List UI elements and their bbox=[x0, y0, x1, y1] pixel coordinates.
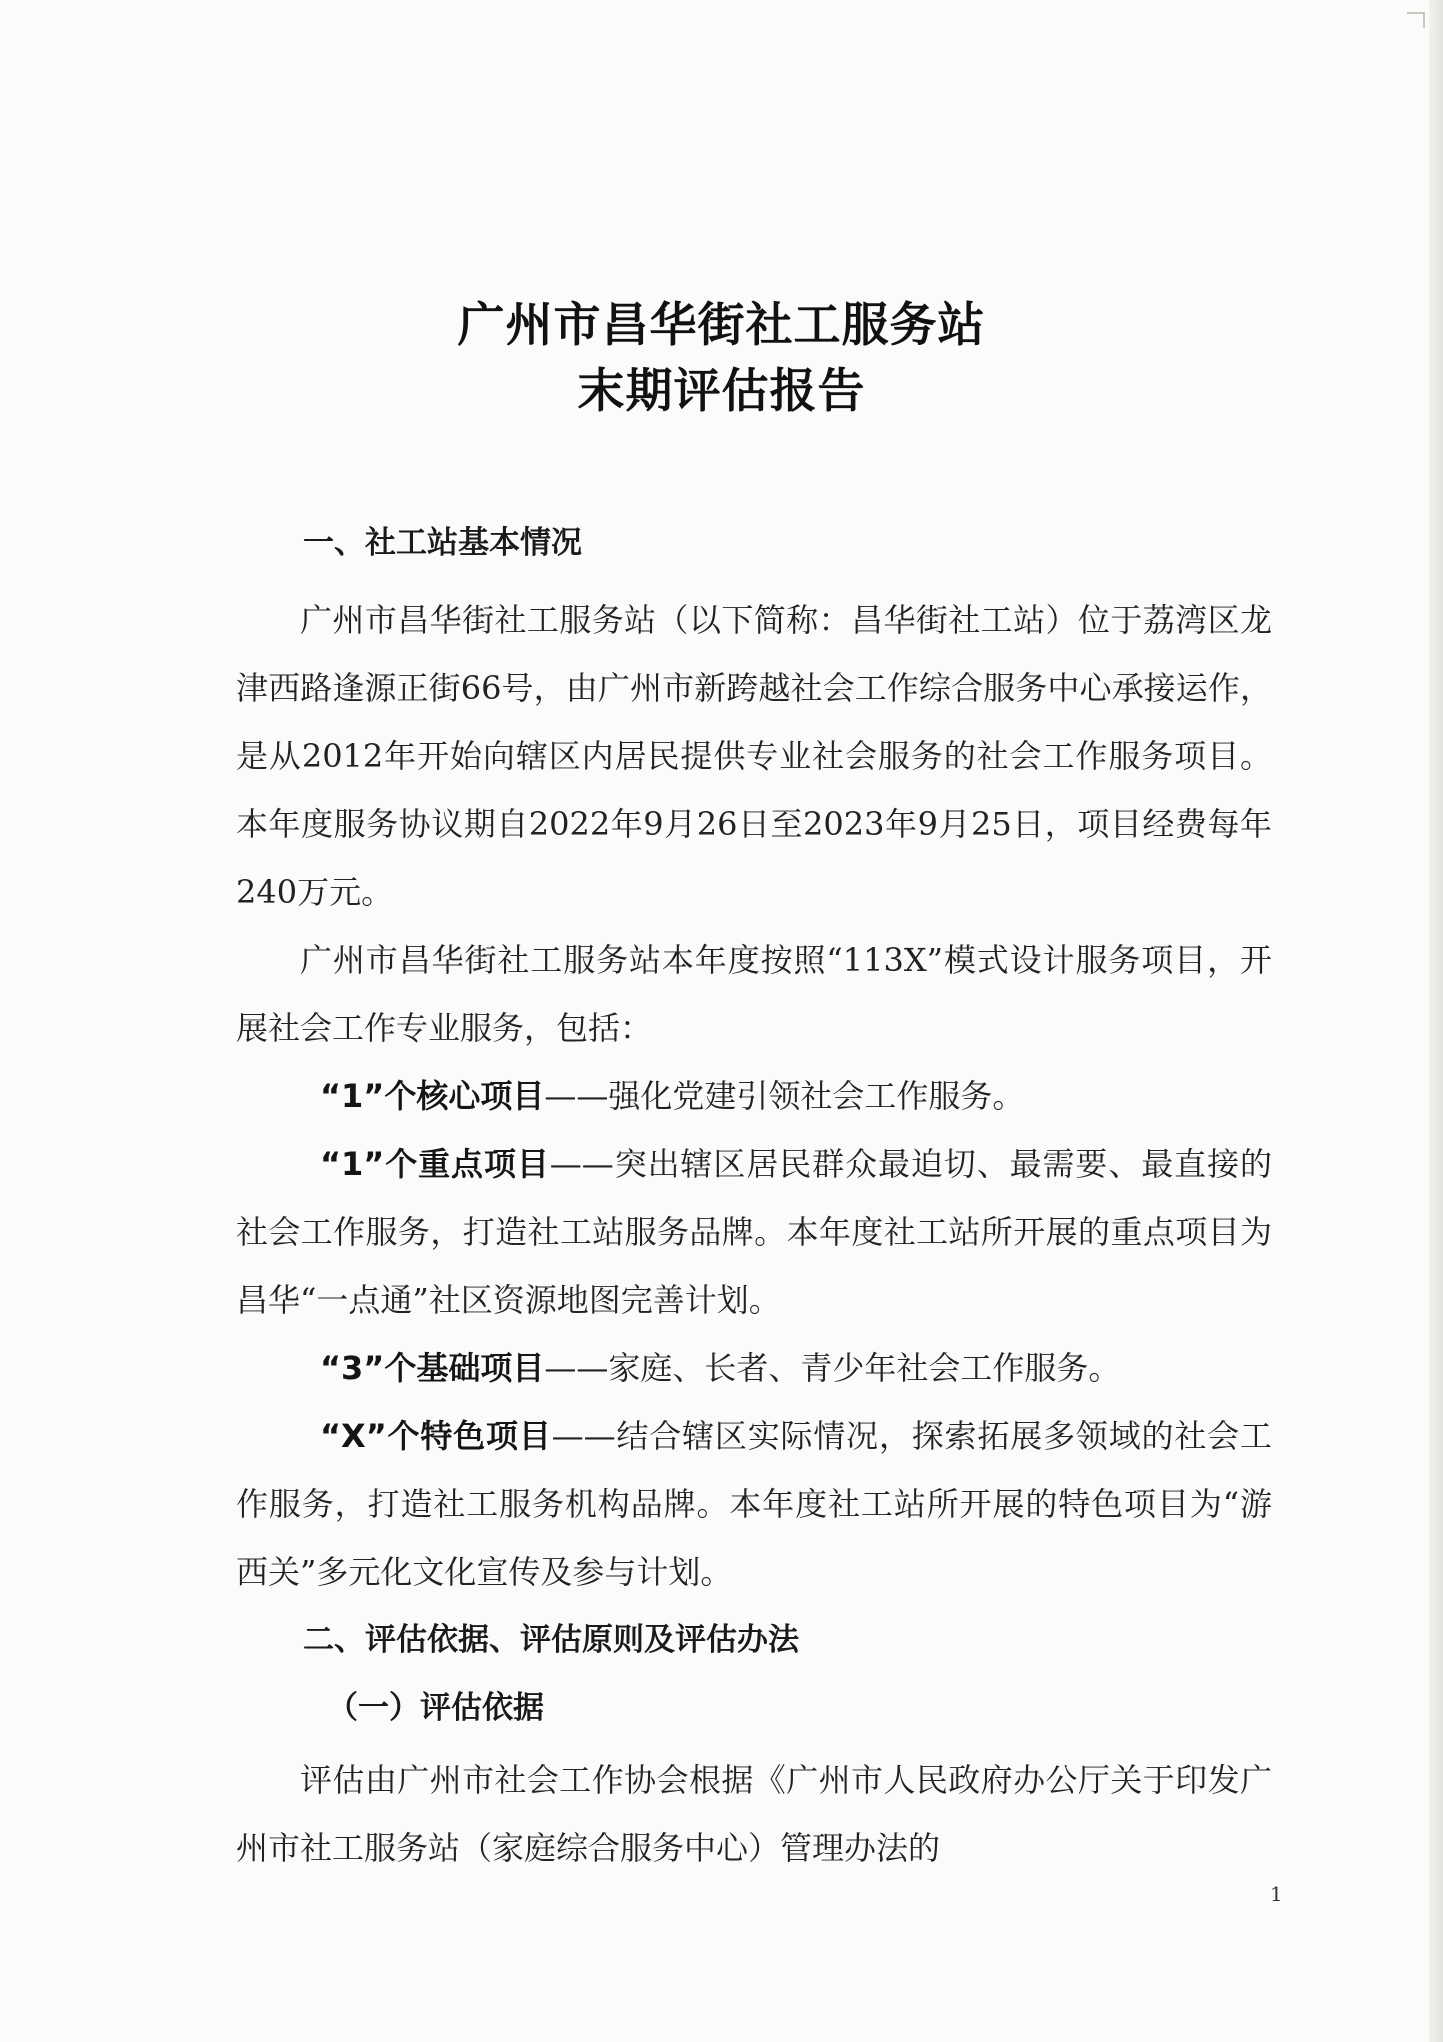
item-key-project-label: “1”个重点项目 bbox=[320, 1145, 550, 1183]
document-title-line-1: 广州市昌华街社工服务站 bbox=[457, 298, 986, 353]
item-feature-projects-label: “X”个特色项目 bbox=[320, 1417, 552, 1455]
document-title-line-2: 末期评估报告 bbox=[577, 364, 866, 419]
item-key-project bbox=[236, 1130, 1272, 1334]
item-core-project-text: ——强化党建引领社会工作服务。 bbox=[544, 1077, 1025, 1115]
section-1-heading: 一、社工站基本情况 bbox=[303, 525, 582, 561]
paragraph-113x-mode: 广州市昌华街社工服务站本年度按照“113X”模式设计服务项目，开展社会工作专业服务，包括： bbox=[236, 941, 1272, 1047]
item-feature-projects-text: ——结合辖区实际情况，探索拓展多领域的社会工作服务，打造社工服务机构品牌。本年度社工站所开展的特色项目为“游西关”多元化文化宣传及参与计划。 bbox=[236, 1417, 1272, 1591]
section-2-heading: 二、评估依据、评估原则及评估办法 bbox=[303, 1622, 799, 1658]
item-basic-projects bbox=[236, 1334, 1272, 1402]
paragraph-basic-info: 广州市昌华街社工服务站（以下简称：昌华街社工站）位于荔湾区龙津西路逢源正街66号，由广州市新跨越社会工作综合服务中心承接运作，是从2012年开始向辖区内居民提供专业社会服务的社会工作服务项目。本年度服务协议期自2022年9月26日至2023年9月25日，项目经费每年240万元。 bbox=[236, 601, 1272, 911]
paragraph-evaluation-basis: 评估由广州市社会工作协会根据《广州市人民政府办公厅关于印发广州市社工服务站（家庭综合服务中心）管理办法的 bbox=[236, 1761, 1272, 1867]
item-basic-projects-text: ——家庭、长者、青少年社会工作服务。 bbox=[544, 1349, 1121, 1387]
scan-corner-mark bbox=[1407, 12, 1425, 28]
item-basic-projects-label: “3”个基础项目 bbox=[320, 1349, 545, 1387]
item-key-project-text: ——突出辖区居民群众最迫切、最需要、最直接的社会工作服务，打造社工站服务品牌。本年度社工站所开展的重点项目为昌华“一点通”社区资源地图完善计划。 bbox=[236, 1145, 1272, 1319]
page-number: 1 bbox=[1270, 1882, 1283, 1906]
item-core-project-label: “1”个核心项目 bbox=[320, 1077, 545, 1115]
section-2-subheading-basis: （一）评估依据 bbox=[327, 1690, 544, 1726]
item-core-project bbox=[236, 1062, 1272, 1130]
item-feature-projects bbox=[236, 1402, 1272, 1606]
